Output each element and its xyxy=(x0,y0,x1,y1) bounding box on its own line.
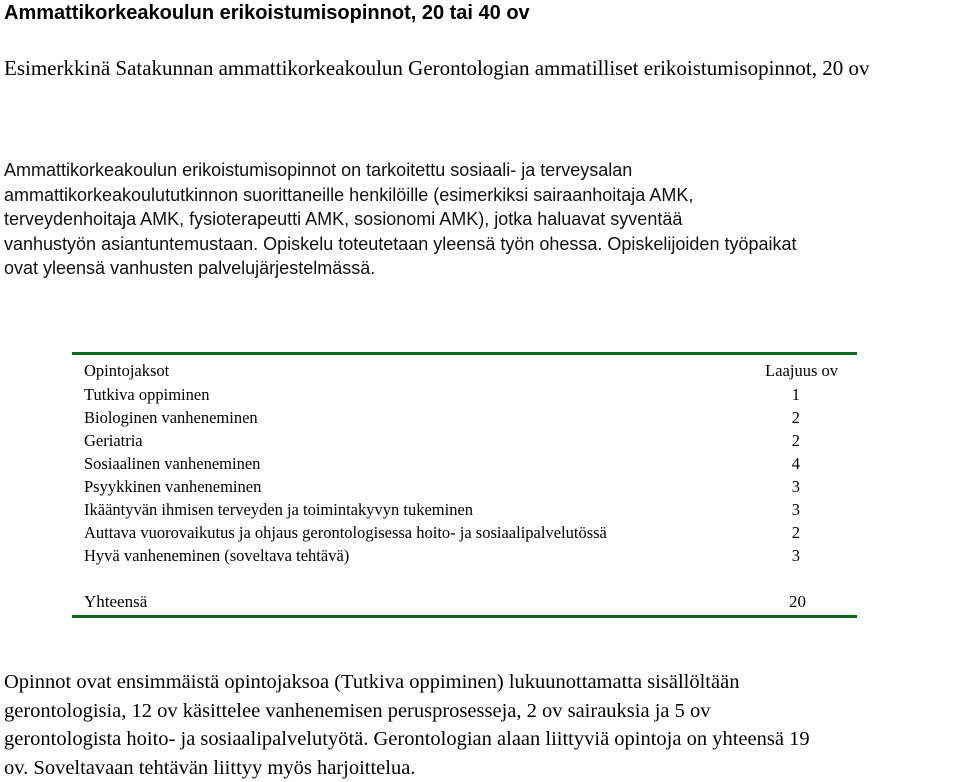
intro-line: Ammattikorkeakoulun erikoistumisopinnot on tarkoitettu sosiaali- ja terveysalan xyxy=(4,158,956,183)
table-bottom-rule xyxy=(72,615,857,618)
course-name: Biologinen vanheneminen xyxy=(84,406,258,429)
outro-line: gerontologista hoito- ja sosiaalipalvelutyötä. Gerontologian alaan liittyviä opintoja on yhteensä 19 xyxy=(4,725,956,754)
course-credits: 4 xyxy=(72,452,800,475)
intro-paragraph xyxy=(4,158,956,281)
course-name: Ikääntyvän ihmisen terveyden ja toimintakyvyn tukeminen xyxy=(84,498,473,521)
table-spacer xyxy=(72,567,857,590)
table-row xyxy=(72,429,857,452)
intro-line: ovat yleensä vanhusten palvelujärjestelmässä. xyxy=(4,256,956,281)
course-credits: 2 xyxy=(72,521,800,544)
course-name: Geriatria xyxy=(84,429,143,452)
outro-paragraph xyxy=(4,668,956,782)
table-total-row xyxy=(72,590,857,613)
table-row xyxy=(72,498,857,521)
course-name: Psyykkinen vanheneminen xyxy=(84,475,261,498)
intro-line: ammattikorkeakoulututkinnon suorittaneille henkilöille (esimerkiksi sairaanhoitaja AMK, xyxy=(4,183,956,208)
course-name: Hyvä vanheneminen (soveltava tehtävä) xyxy=(84,544,349,567)
course-name: Tutkiva oppiminen xyxy=(84,383,209,406)
outro-line: ov. Soveltavaan tehtävän liittyy myös harjoittelua. xyxy=(4,754,956,782)
table-top-rule xyxy=(72,352,857,355)
table-row xyxy=(72,383,857,406)
table-row xyxy=(72,406,857,429)
course-credits: 3 xyxy=(72,475,800,498)
document-heading: Ammattikorkeakoulun erikoistumisopinnot, 20 tai 40 ov xyxy=(4,0,530,26)
course-name: Sosiaalinen vanheneminen xyxy=(84,452,260,475)
table-row xyxy=(72,452,857,475)
courses-table xyxy=(72,352,857,618)
course-credits: 3 xyxy=(72,544,800,567)
table-row xyxy=(72,544,857,567)
course-credits: 2 xyxy=(72,429,800,452)
intro-line: terveydenhoitaja AMK, fysioterapeutti AMK, sosionomi AMK), jotka haluavat syventää xyxy=(4,207,956,232)
header-course: Opintojaksot xyxy=(84,359,169,382)
total-label: Yhteensä xyxy=(84,590,147,613)
document-subtitle: Esimerkkinä Satakunnan ammattikorkeakoulun Gerontologian ammatilliset erikoistumisopinnot, 20 ov xyxy=(4,55,956,82)
header-credits: Laajuus ov xyxy=(72,359,838,382)
table-row xyxy=(72,475,857,498)
outro-line: gerontologisia, 12 ov käsittelee vanhenemisen perusprosesseja, 2 ov sairauksia ja 5 ov xyxy=(4,697,956,726)
course-credits: 3 xyxy=(72,498,800,521)
course-name: Auttava vuorovaikutus ja ohjaus gerontologisessa hoito- ja sosiaalipalvelutössä xyxy=(84,521,607,544)
table-row xyxy=(72,521,857,544)
table-header-row xyxy=(72,359,857,383)
total-value: 20 xyxy=(72,590,806,613)
course-credits: 2 xyxy=(72,406,800,429)
course-credits: 1 xyxy=(72,383,800,406)
intro-line: vanhustyön asiantuntemustaan. Opiskelu toteutetaan yleensä työn ohessa. Opiskelijoiden työpaikat xyxy=(4,232,956,257)
outro-line: Opinnot ovat ensimmäistä opintojaksoa (Tutkiva oppiminen) lukuunottamatta sisällöltään xyxy=(4,668,956,697)
